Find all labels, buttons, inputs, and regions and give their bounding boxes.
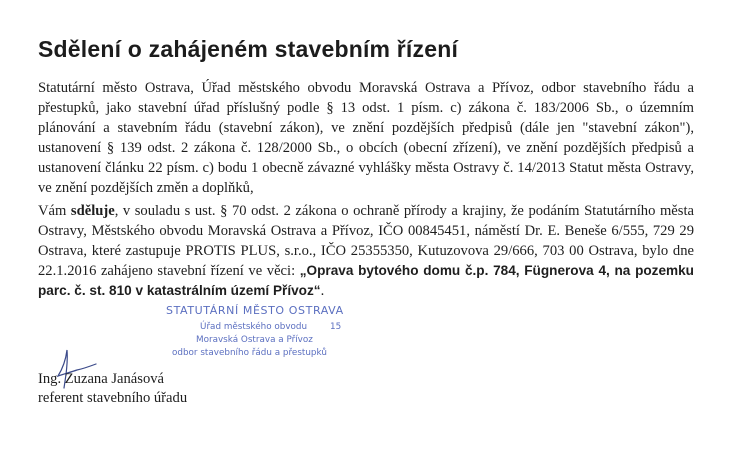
stamp-line-office: Úřad městského obvodu [200,322,308,332]
office-stamp [160,304,360,364]
notice-subject: „Oprava bytového domu č.p. 784, Fügnerova 4, na pozemku parc. č. st. 810 v katastrálním území Přívoz“ [38,263,694,298]
signatory-role: referent stavebního úřadu [38,390,188,406]
signatory-name: Ing. Zuzana Janásová [38,371,165,387]
stamp-number: 15 [330,322,342,332]
notice-paragraph [38,201,694,301]
notice-verb: sděluje [70,203,115,219]
stamp-heading: STATUTÁRNÍ MĚSTO OSTRAVA [166,304,344,317]
notice-body: , v souladu s ust. § 70 odst. 2 zákona o ochraně přírody a krajiny, že podáním Statutárního města Ostravy, Městského obvodu Moravská Ostrava a Přívoz, IČO 00845451, náměstí Dr. E. Beneše 6/555, 729 29 Ostrava, které zastupuje PROTIS PLUS, s.r.o., IČO 25355350, Kutuzovova 29/666, 703 00 Ostrava, bylo dne 22.1.2016 zahájeno stavební řízení ve věci: [38,203,694,279]
notice-lead: Vám [38,203,67,219]
stamp-line-department: odbor stavebního řádu a přestupků [172,348,327,358]
intro-paragraph: Statutární město Ostrava, Úřad městského obvodu Moravská Ostrava a Přívoz, odbor stavebního řádu a přestupků, jako stavební úřad příslušný podle § 13 odst. 1 písm. c) zákona č. 183/2006 Sb., o územním plánování a stavebním řádu (stavební zákon), ve znění pozdějších předpisů (dále jen "stavební zákon"), ustanovení § 139 odst. 2 zákona č. 128/2000 Sb., o obcích (obecní zřízení), ve znění pozdějších předpisů a ustanovení článku 22 písm. c) bodu 1 obecně závazné vyhlášky města Ostravy č. 14/2013 Statut města Ostravy, ve znění pozdějších změn a doplňků, [38,80,694,196]
document-title: Sdělení o zahájeném stavebním řízení [38,36,459,62]
signatory-block [38,370,187,408]
stamp-line-district: Moravská Ostrava a Přívoz [196,335,313,345]
notice-end: . [320,283,325,299]
